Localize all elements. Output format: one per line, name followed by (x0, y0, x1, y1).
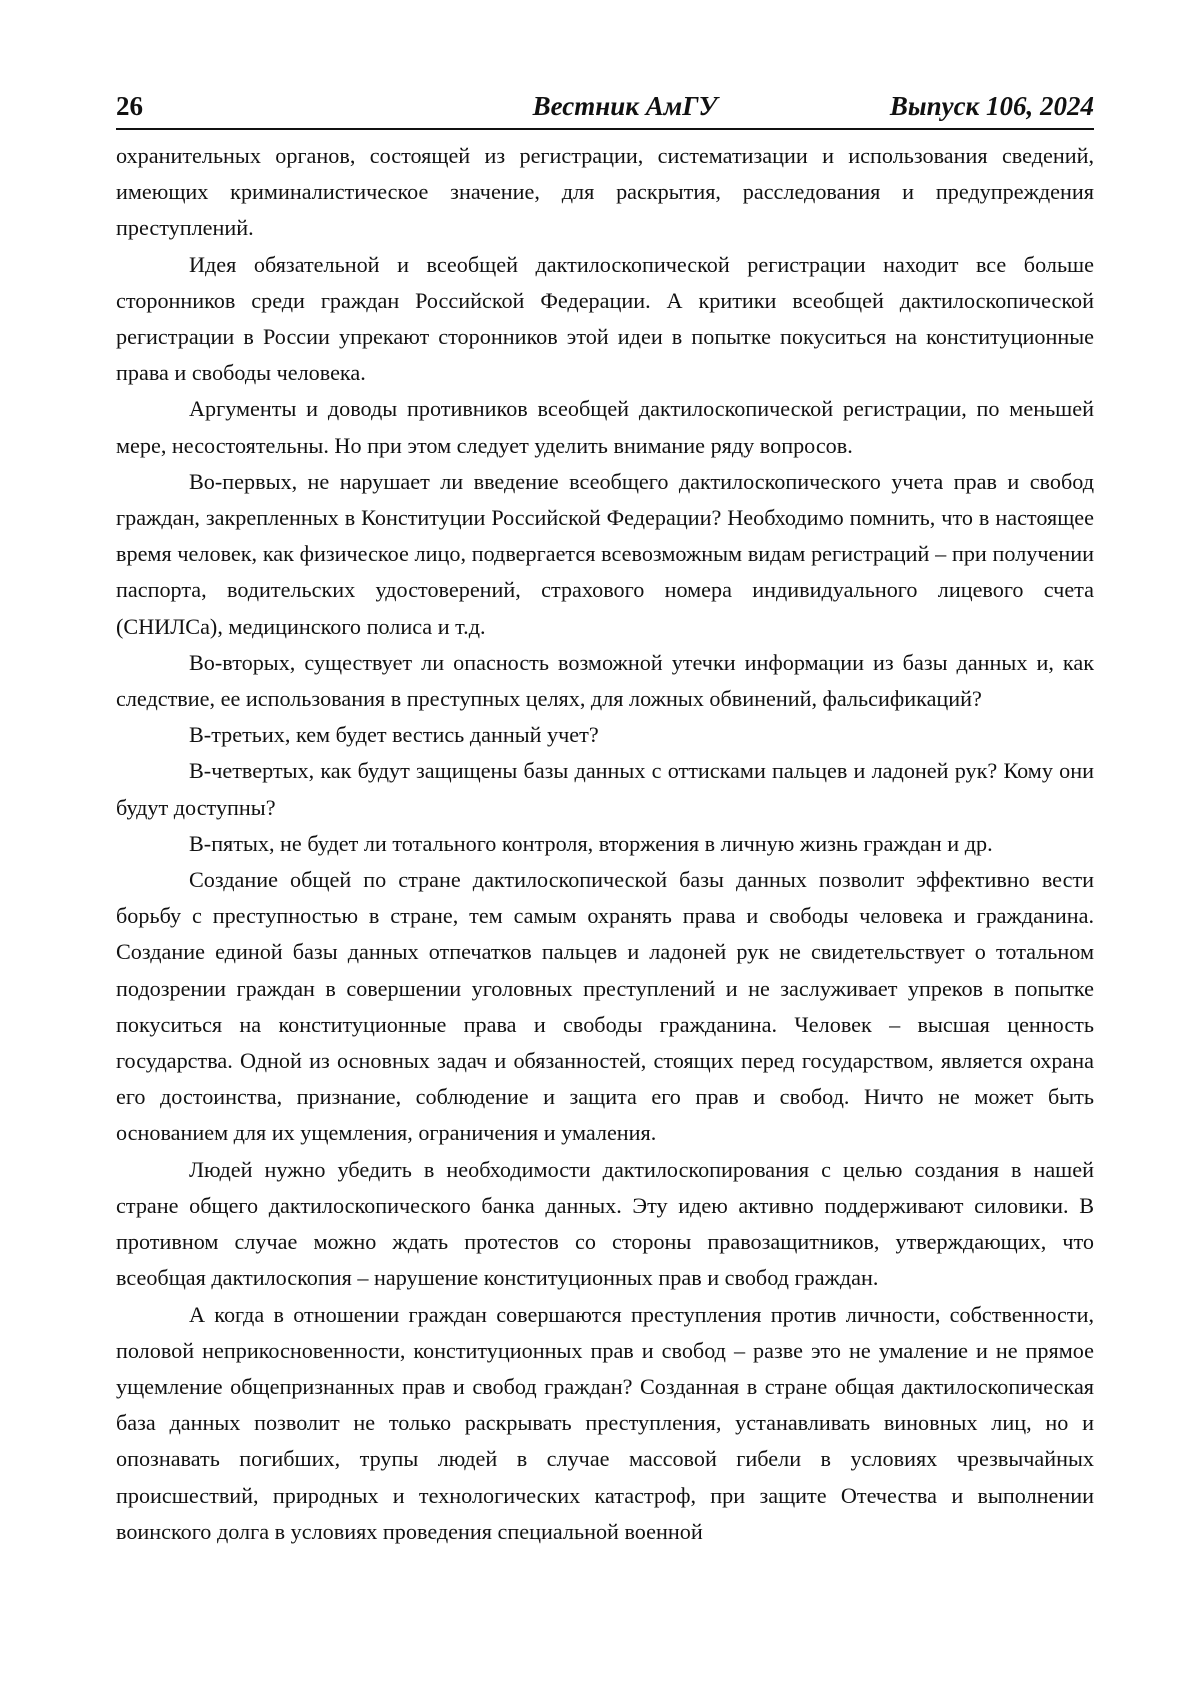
paragraph: Во-вторых, существует ли опасность возможной утечки информации из базы данных и, как следствие, ее использования в преступных целях, для ложных обвинений, фальсификаций? (116, 645, 1094, 717)
paragraph: Аргументы и доводы противников всеобщей дактилоскопической регистрации, по меньшей мере, несостоятельны. Но при этом следует уделить внимание ряду вопросов. (116, 391, 1094, 463)
paragraph: В-третьих, кем будет вестись данный учет? (116, 717, 1094, 753)
paragraph: Людей нужно убедить в необходимости дактилоскопирования с целью создания в нашей стране общего дактилоскопического банка данных. Эту идею активно поддерживают силовики. В противном случае можно ждать протестов со стороны правозащитников, утверждающих, что всеобщая дактилоскопия – нарушение конституционных прав и свобод граждан. (116, 1152, 1094, 1297)
running-header (116, 88, 1094, 130)
journal-title: Вестник АмГУ (116, 90, 1094, 122)
issue-label: Выпуск 106, 2024 (890, 90, 1094, 122)
paragraph: Во-первых, не нарушает ли введение всеобщего дактилоскопического учета прав и свобод граждан, закрепленных в Конституции Российской Федерации? Необходимо пом­нить, что в настоящее время человек, как физическое лицо, подвергается всевозможным ви­дам регистраций – при получении паспорта, водительских удостоверений, страхового номера индивидуального лицевого счета (СНИЛСа), медицинского полиса и т.д. (116, 464, 1094, 645)
paragraph: А когда в отношении граждан совершаются преступления против личности, собствен­ности, половой неприкосновенности, конституционных прав и свобод – разве это не умале­ние и не прямое ущемление общепризнанных прав и свобод граждан? Созданная в стране общая дактилоскопическая база данных позволит не только раскрывать преступления, уста­навливать виновных лиц, но и опознавать погибших, трупы людей в случае массовой гибели в условиях чрезвычайных происшествий, природных и технологических катастроф, при за­щите Отечества и выполнении воинского долга в условиях проведения специальной военной (116, 1297, 1094, 1550)
paragraph-continued: охранительных органов, состоящей из регистрации, систематизации и использования сведе­ний, имеющих криминалистическое значение, для раскрытия, расследования и предупрежде­ния преступлений. (116, 138, 1094, 247)
paragraph: В-пятых, не будет ли тотального контроля, вторжения в личную жизнь граждан и др. (116, 826, 1094, 862)
journal-page (116, 88, 1094, 1550)
paragraph: В-четвертых, как будут защищены базы данных с оттисками пальцев и ладоней рук? Кому они будут доступны? (116, 753, 1094, 825)
paragraph: Создание общей по стране дактилоскопической базы данных позволит эффективно вести борьбу с преступностью в стране, тем самым охранять права и свободы человека и гражданина. Создание единой базы данных отпечатков пальцев и ладоней рук не свидетель­ствует о тотальном подозрении граждан в совершении уголовных преступлений и не заслу­живает упреков в попытке покуситься на конституционные права и свободы гражданина. Че­ловек – высшая ценность государства. Одной из основных задач и обязанностей, стоящих пе­ред государством, является охрана его достоинства, признание, соблюдение и защита его прав и свобод. Ничто не может быть основанием для их ущемления, ограничения и умаления. (116, 862, 1094, 1152)
paragraph: Идея обязательной и всеобщей дактилоскопической регистрации находит все больше сторонников среди граждан Российской Федерации. А критики всеобщей дактилоскопиче­ской регистрации в России упрекают сторонников этой идеи в попытке покуситься на кон­ституционные права и свободы человека. (116, 247, 1094, 392)
article-body (116, 138, 1094, 1550)
page-number: 26 (116, 90, 143, 122)
